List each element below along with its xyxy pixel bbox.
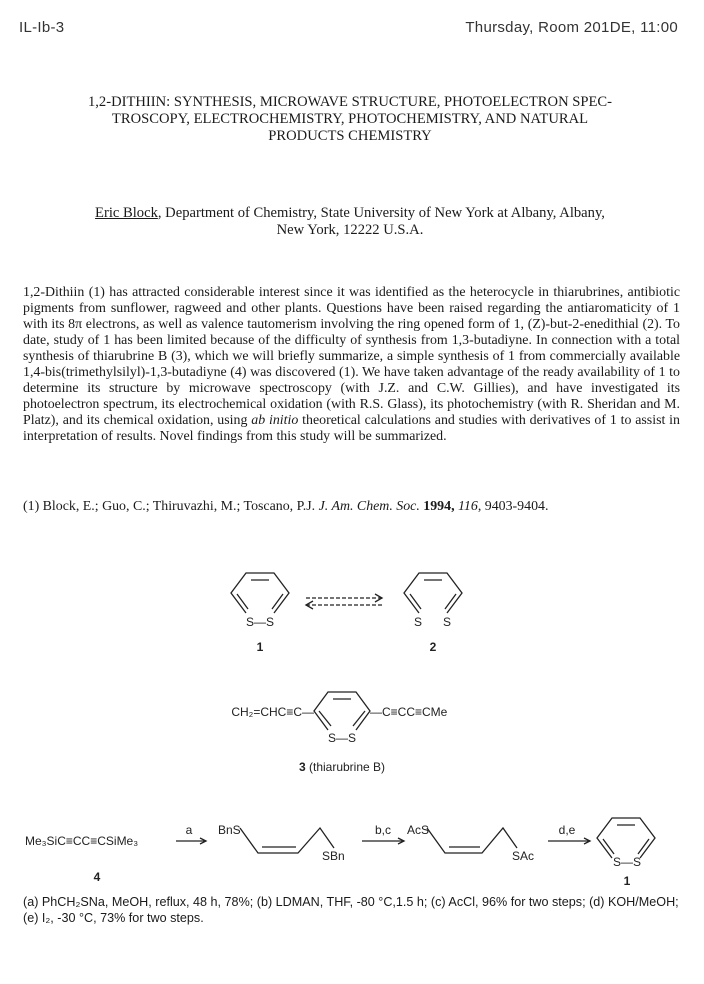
reference-year: 1994, <box>419 499 459 514</box>
dithiin-ring-product <box>597 818 655 858</box>
ab-initio-italic: ab initio <box>251 413 299 428</box>
reaction-arrow-de <box>548 838 590 844</box>
title-line-3: PRODUCTS CHEMISTRY <box>268 128 432 144</box>
reference-journal: J. Am. Chem. Soc. <box>318 499 420 514</box>
dithiin-ring-1 <box>231 573 289 613</box>
bns-label: BnS <box>218 823 241 837</box>
bis-acetylthio-intermediate <box>427 828 517 853</box>
author-affiliation: , Department of Chemistry, State University of New York at Albany, Albany, <box>157 205 605 221</box>
abstract-paragraph: 1,2-Dithiin (1) has attracted considerable interest since it was identified as the heterocycle in thiarubrines, antibiotic pigments from sunflower, ragweed and other plants. Questions have been raised regarding the antiaromaticity of 1 with its 8π electrons, as well as valence tautomerism involving the ring opened form of 1, (Z)-but-2-enedithial (2). To date, study of 1 has been limited because of the difficulty of synthesis from 1,3-butadiyne. In connection with a total synthesis of thiarubrine B (3), which we will briefly summarize, a simple synthesis of 1 from commercially available 1,4-bis(trimethylsilyl)-1,3-butadiyne (4) was discovered (1). We have taken advantage of the ready availability of 1 to determine its structure by microwave spectroscopy (with J.Z. and C.W. Gillies), and have investigated its photoelectron spectrum, its electrochemical oxidation (with R.S. Glass), its photochemistry (with R. Sheridan and M. Platz), and its chemical oxidation, using ab initio theoretical calculations and studies with derivatives of 1 to assist in interpretation of results. Novel findings from this study will be summarized. <box>23 285 680 444</box>
sulfur-right-label: S <box>442 615 452 629</box>
acs-label: AcS <box>407 823 430 837</box>
thiarubrine-right-chain: —C≡CC≡CMe <box>370 705 448 719</box>
compound-4-label: 4 <box>93 870 101 884</box>
session-code: IL-Ib-3 <box>19 19 65 36</box>
thiarubrine-left-chain: CH₂=CHC≡C— <box>231 705 314 719</box>
compound-3-caption: 3 (thiarubrine B) <box>298 760 386 774</box>
author-name: Eric Block <box>95 205 158 221</box>
step-de-label: d,e <box>558 823 576 837</box>
bis-benzylthio-intermediate <box>240 828 334 853</box>
step-a-label: a <box>185 823 193 837</box>
ring-ss-label-product: S—S <box>612 855 642 869</box>
sac-label: SAc <box>512 849 535 863</box>
thiarubrine-ring <box>314 692 370 730</box>
compound-1-label: 1 <box>256 640 264 654</box>
reaction-arrow-a <box>176 838 206 844</box>
sulfur-left-label: S <box>413 615 423 629</box>
reference-volume: 116 <box>458 499 478 514</box>
step-bc-label: b,c <box>374 823 392 837</box>
sbn-label: SBn <box>322 849 345 863</box>
ring-ss-label-1: S—S <box>245 615 275 629</box>
author-address: New York, 12222 U.S.A. <box>276 222 424 238</box>
ring-ss-label-3: S—S <box>327 731 357 745</box>
compound-2-label: 2 <box>429 640 437 654</box>
title-line-1: 1,2-DITHIIN: SYNTHESIS, MICROWAVE STRUCTURE, PHOTOELECTRON SPEC- <box>87 94 613 110</box>
enedithial-2 <box>404 573 462 613</box>
starting-material: Me₃SiC≡CC≡CSiMe₃ <box>25 834 139 848</box>
product-1-label: 1 <box>623 874 631 888</box>
reaction-conditions: (a) PhCH₂SNa, MeOH, reflux, 48 h, 78%; (b) LDMAN, THF, -80 °C,1.5 h; (c) AcCl, 96% for two steps; (d) KOH/MeOH; (e) I₂, -30 °C, 73% for two steps. <box>23 895 679 925</box>
reference: (1) Block, E.; Guo, C.; Thiruvazhi, M.; Toscano, P.J. J. Am. Chem. Soc. 1994, 116, 9403-9404. <box>23 499 549 514</box>
session-time-room: Thursday, Room 201DE, 11:00 <box>465 19 678 36</box>
reaction-arrow-bc <box>362 838 404 844</box>
title-line-2: TROSCOPY, ELECTROCHEMISTRY, PHOTOCHEMISTRY, AND NATURAL <box>111 111 589 127</box>
equilibrium-arrows <box>306 594 382 609</box>
